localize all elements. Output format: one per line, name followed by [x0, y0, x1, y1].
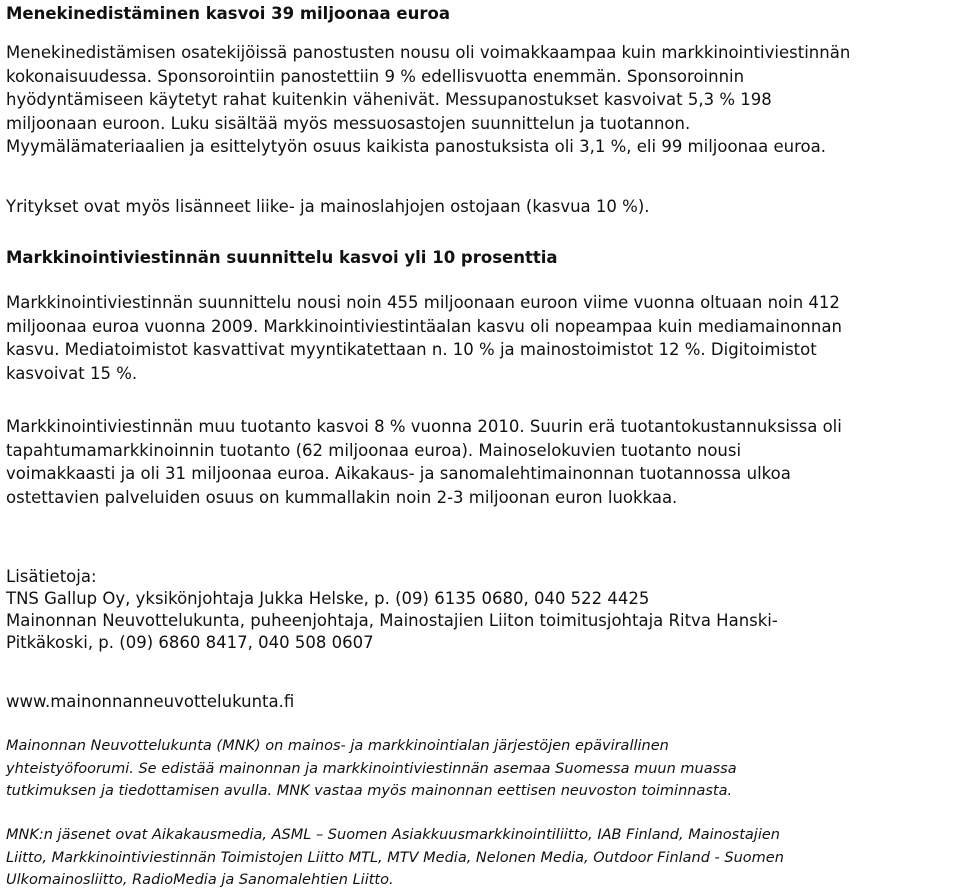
paragraph-liikelahjat	[6, 195, 954, 219]
text-line: ostettavien palveluiden osuus on kummallakin noin 2-3 miljoonan euron luokkaa.	[6, 487, 678, 507]
text-line: yhteistyöfoorumi. Se edistää mainonnan ja markkinointiviestinnän asemaa Suomessa muun muassa	[6, 760, 737, 777]
heading-menekinedistaminen: Menekinedistäminen kasvoi 39 miljoonaa euroa	[6, 4, 450, 23]
text-line: miljoonaan euroon. Luku sisältää myös messuosastojen suunnittelun ja tuotannon.	[6, 113, 691, 133]
text-line: Myymälämateriaalien ja esittelytyön osuus kaikista panostuksista oli 3,1 %, eli 99 miljoonaa euroa.	[6, 137, 826, 156]
paragraph-about-mnk	[6, 735, 954, 803]
contact-line: Mainonnan Neuvottelukunta, puheenjohtaja, Mainostajien Liiton toimitusjohtaja Ritva Hanski-	[6, 611, 778, 630]
paragraph-menekinedistaminen	[6, 41, 954, 159]
contact-info	[6, 566, 954, 654]
text-line: tapahtumamarkkinoinnin tuotanto (62 miljoonaa euroa). Mainoselokuvien tuotanto nousi	[6, 440, 742, 460]
text-line: Mainonnan Neuvottelukunta (MNK) on mainos- ja markkinointialan järjestöjen epävirallinen	[6, 738, 669, 754]
text-line: Liitto, Markkinointiviestinnän Toimistojen Liitto MTL, MTV Media, Nelonen Media, Outdoor Finland - Suomen	[6, 849, 784, 866]
contact-line: TNS Gallup Oy, yksikönjohtaja Jukka Helske, p. (09) 6135 0680, 040 522 4425	[6, 589, 650, 608]
website-link[interactable]	[6, 690, 954, 714]
text-line: kokonaisuudessa. Sponsorointiin panostettiin 9 % edellisvuotta enemmän. Sponsoroinnin	[6, 66, 745, 86]
text-line: Markkinointiviestinnän muu tuotanto kasvoi 8 % vuonna 2010. Suurin erä tuotantokustannuksissa oli	[6, 417, 842, 436]
paragraph-muu-tuotanto	[6, 415, 954, 509]
paragraph-members	[6, 824, 954, 892]
text-line: tutkimuksen ja tiedottamisen avulla. MNK vastaa myös mainonnan eettisen neuvoston toiminnasta.	[6, 783, 733, 799]
paragraph-suunnittelu	[6, 291, 954, 385]
text-line: hyödyntämiseen käytetyt rahat kuitenkin vähenivät. Messupanostukset kasvoivat 5,3 % 198	[6, 90, 772, 109]
heading-suunnittelu: Markkinointiviestinnän suunnittelu kasvoi yli 10 prosenttia	[6, 248, 558, 267]
text-line: MNK:n jäsenet ovat Aikakausmedia, ASML – Suomen Asiakkuusmarkkinointiliitto, IAB Finland, Mainostajien	[6, 827, 780, 843]
contact-label: Lisätietoja:	[6, 567, 97, 586]
text-line: Menekinedistämisen osatekijöissä panostusten nousu oli voimakkaampaa kuin markkinointiviestinnän	[6, 43, 851, 62]
text-line: Markkinointiviestinnän suunnittelu nousi noin 455 miljoonaan euroon viime vuonna oltuaan noin 412	[6, 293, 840, 312]
text-line: Yritykset ovat myös lisänneet liike- ja mainoslahjojen ostojaan (kasvua 10 %).	[6, 197, 650, 216]
text-line: voimakkaasti ja oli 31 miljoonaa euroa. Aikakaus- ja sanomalehtimainonnan tuotannossa ulkoa	[6, 464, 791, 483]
text-line: miljoonaa euroa vuonna 2009. Markkinointiviestintäalan kasvu oli nopeampaa kuin mediamainonnan	[6, 316, 842, 336]
contact-line: Pitkäkoski, p. (09) 6860 8417, 040 508 0607	[6, 633, 374, 652]
text-line: kasvoivat 15 %.	[6, 363, 138, 383]
website-text[interactable]: www.mainonnanneuvottelukunta.fi	[6, 692, 295, 711]
text-line: Ulkomainosliitto, RadioMedia ja Sanomalehtien Liitto.	[6, 872, 394, 888]
text-line: kasvu. Mediatoimistot kasvattivat myyntikatettaan n. 10 % ja mainostoimistot 12 %. Digitoimistot	[6, 340, 817, 359]
